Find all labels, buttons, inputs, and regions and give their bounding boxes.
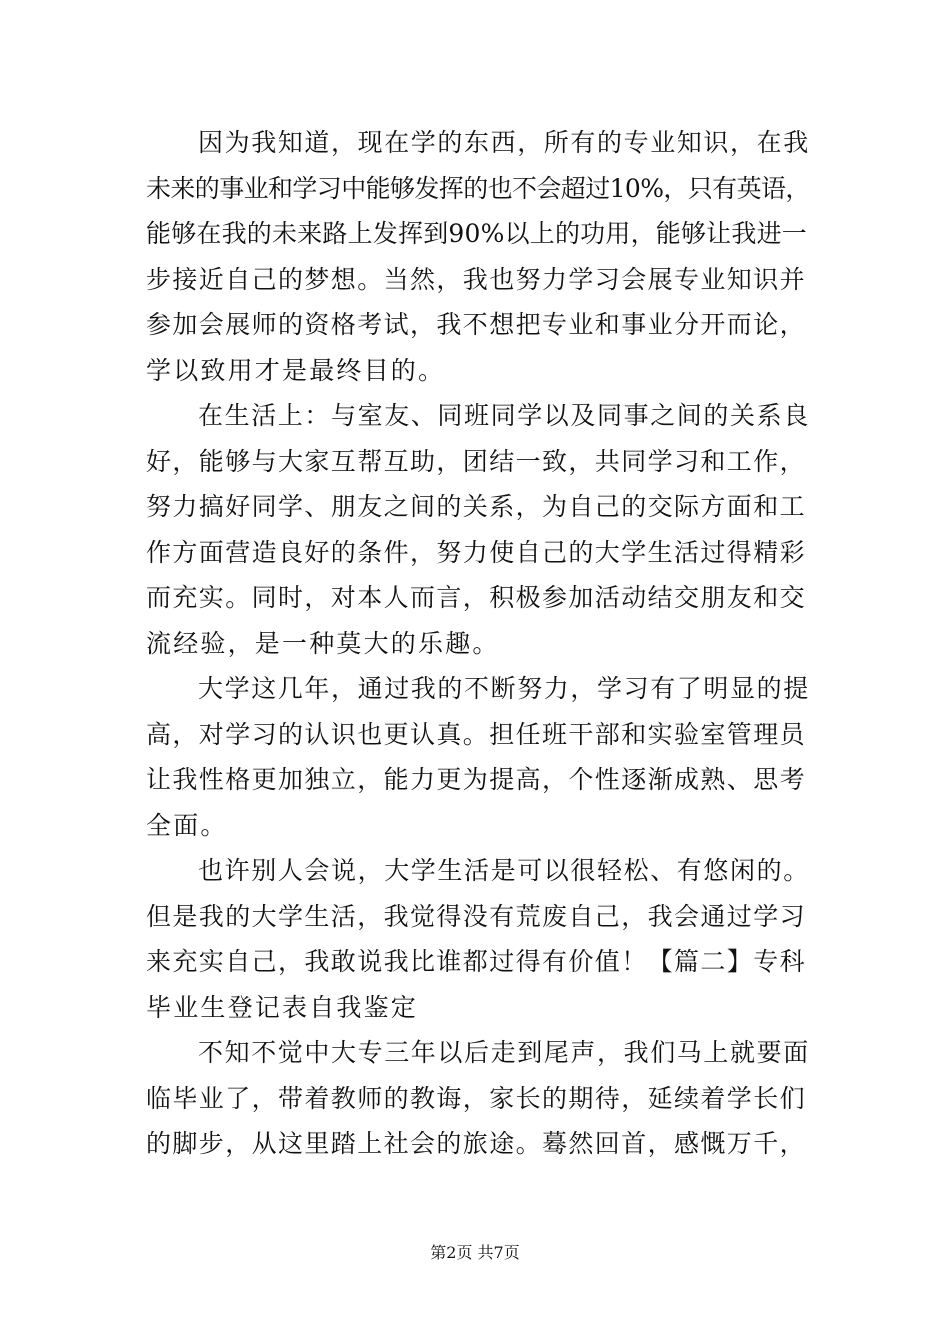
- text-line: 也许别人会说，大学生活是可以很轻松、有悠闲的。: [198, 856, 810, 885]
- text-line: 的脚步，从这里踏上社会的旅途。蓦然回首，感慨万千，: [146, 1129, 807, 1158]
- text-line: 在生活上：与室友、同班同学以及同事之间的关系良: [198, 401, 810, 430]
- text-line: 学以致用才是最终目的。: [146, 355, 446, 385]
- text-line: 大学这几年，通过我的不断努力，学习有了明显的提: [198, 674, 810, 703]
- text-line: 步接近自己的梦想。当然，我也努力学习会展专业知识并: [146, 264, 807, 294]
- text-line: 努力搞好同学、朋友之间的关系，为自己的交际方面和工: [146, 492, 807, 521]
- text-line: 全面。: [146, 810, 228, 840]
- text-line: 能够在我的未来路上发挥到90%以上的功用，能够让我进一: [146, 219, 807, 248]
- page-footer: 第2页 共7页: [430, 1243, 520, 1262]
- text-line: 流经验，是一种莫大的乐趣。: [146, 628, 500, 658]
- text-line: 来充实自己，我敢说我比谁都过得有价值！【篇二】专科: [146, 947, 807, 976]
- text-line: 让我性格更加独立，能力更为提高，个性逐渐成熟、思考: [146, 765, 807, 794]
- text-line: 因为我知道，现在学的东西，所有的专业知识，在我: [198, 128, 810, 157]
- text-line: 而充实。同时，对本人而言，积极参加活动结交朋友和交: [146, 583, 807, 612]
- text-line: 好，能够与大家互帮互助，团结一致，共同学习和工作，: [146, 446, 807, 476]
- body-text: [146, 120, 810, 1167]
- text-line: 但是我的大学生活，我觉得没有荒废自己，我会通过学习: [146, 901, 807, 931]
- text-line: 高，对学习的认识也更认真。担任班干部和实验室管理员: [146, 719, 807, 749]
- text-line: 不知不觉中大专三年以后走到尾声，我们马上就要面: [198, 1038, 810, 1067]
- text-line: 毕业生登记表自我鉴定: [146, 992, 419, 1022]
- text-line: 未来的事业和学习中能够发挥的也不会超过10%，只有英语，: [146, 173, 810, 203]
- text-line: 作方面营造良好的条件，努力使自己的大学生活过得精彩: [146, 537, 807, 567]
- text-line: 临毕业了，带着教师的教诲，家长的期待，延续着学长们: [146, 1083, 807, 1113]
- text-line: 参加会展师的资格考试，我不想把专业和事业分开而论，: [146, 310, 807, 339]
